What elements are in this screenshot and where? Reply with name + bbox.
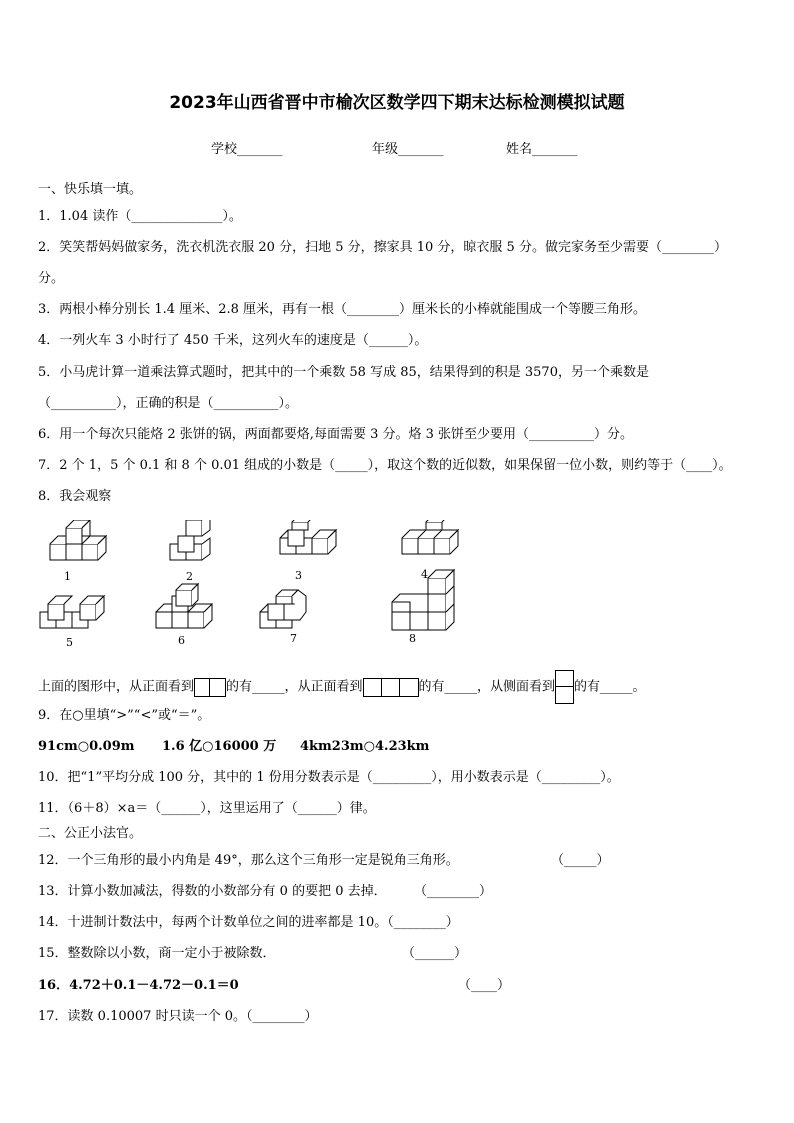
question-8-answer-line: [38, 670, 646, 704]
q8-text-2: 的有_____，从正面看到: [226, 679, 363, 695]
page-title: 2023年山西省晋中市榆次区数学四下期末达标检测模拟试题: [169, 93, 625, 113]
cube-figure-6: [156, 584, 212, 628]
question-15: 15．整数除以小数，商一定小于被除数．: [38, 946, 276, 961]
question-10: 10．把“1”平均分成 100 分，其中的 1 份用分数表示是（_________），用小数表示是（_________）。: [38, 770, 620, 785]
two-square-side-view: [555, 670, 574, 704]
cube-figure-5: [40, 596, 104, 628]
question-3: 3．两根小棒分别长 1.4 厘米、2.8 厘米，再有一根（________）厘米长的小棒就能围成一个等腰三角形。: [38, 302, 647, 317]
cube-figures-svg: [36, 520, 506, 650]
question-14: 14．十进制计数法中，每两个计数单位之间的进率都是 10。（________）: [38, 915, 459, 930]
grade-field[interactable]: 年级_______: [372, 142, 444, 157]
q8-text-3: 的有_____，从侧面看到: [418, 679, 556, 695]
question-11: 11．（6＋8）×a＝（______），这里运用了（______）律。: [38, 801, 376, 816]
fig-label-6: 6: [178, 634, 185, 647]
section-heading-2: 二、公正小法官。: [38, 826, 143, 841]
q9-item-1: 91cm○0.09m: [38, 739, 135, 754]
q12-answer[interactable]: （_____）: [551, 853, 610, 868]
q9-item-2: 1.6 亿○16000 万: [162, 739, 277, 754]
question-7: 7．2 个 1，5 个 0.1 和 8 个 0.01 组成的小数是（_____），取这个数的近似数，如果保留一位小数，则约等于（____）。: [38, 458, 732, 473]
question-8: 8．我会观察: [38, 489, 112, 504]
fig-label-5: 5: [66, 636, 73, 649]
cube-figure-7: [260, 590, 306, 628]
question-2: 2．笑笑帮妈妈做家务，洗衣机洗衣服 20 分，扫地 5 分，擦家具 10 分，晾衣服 5 分。做完家务至少需要（________）: [38, 240, 727, 255]
question-4: 4．一列火车 3 小时行了 450 千米，这列火车的速度是（______）。: [38, 333, 428, 348]
question-6: 6．用一个每次只能烙 2 张饼的锅，两面都要烙,每面需要 3 分。烙 3 张饼至少要用（__________）分。: [38, 427, 634, 442]
section-heading-1: 一、快乐填一填。: [38, 182, 143, 197]
q13-answer[interactable]: （________）: [414, 884, 493, 899]
fig-label-3: 3: [295, 569, 302, 582]
question-1: 1．1.04 读作（______________）。: [38, 209, 242, 224]
q15-answer[interactable]: （______）: [402, 946, 468, 961]
question-17: 17．读数 0.10007 时只读一个 0。（________）: [38, 1009, 318, 1024]
fig-label-1: 1: [64, 570, 71, 583]
question-5: 5．小马虎计算一道乘法算式题时，把其中的一个乘数 58 写成 85，结果得到的积是 3570，另一个乘数是: [38, 365, 649, 380]
two-square-front-view: [194, 678, 226, 697]
question-16: 16．4.72＋0.1－4.72－0.1＝0: [38, 978, 239, 993]
cube-figures: [36, 520, 506, 650]
fig-label-4: 4: [421, 568, 428, 581]
fig-label-2: 2: [186, 570, 193, 583]
fig-label-7: 7: [290, 632, 297, 645]
cube-figure-1: [50, 520, 106, 560]
q9-item-3: 4km23m○4.23km: [300, 739, 430, 754]
question-13: 13．计算小数加减法，得数的小数部分有 0 的要把 0 去掉．: [38, 884, 387, 899]
cube-figure-3: [280, 520, 336, 554]
school-field[interactable]: 学校_______: [211, 142, 283, 157]
cube-figure-2: [170, 520, 210, 560]
q8-text-1: 上面的图形中，从正面看到: [38, 679, 195, 695]
question-12: 12．一个三角形的最小内角是 49°，那么这个三角形一定是锐角三角形。: [38, 853, 459, 868]
three-square-front-view: [363, 678, 419, 697]
name-field[interactable]: 姓名_______: [506, 142, 578, 157]
cube-figure-4: [402, 520, 458, 554]
question-2-cont: 分。: [38, 271, 65, 286]
q16-answer[interactable]: （____）: [458, 978, 511, 993]
question-5-cont: （__________），正确的积是（__________）。: [38, 396, 299, 411]
fig-label-8: 8: [409, 632, 416, 645]
q8-text-4: 的有_____。: [574, 679, 646, 695]
question-9: 9．在○里填“>”“<”或“＝”。: [38, 708, 211, 723]
